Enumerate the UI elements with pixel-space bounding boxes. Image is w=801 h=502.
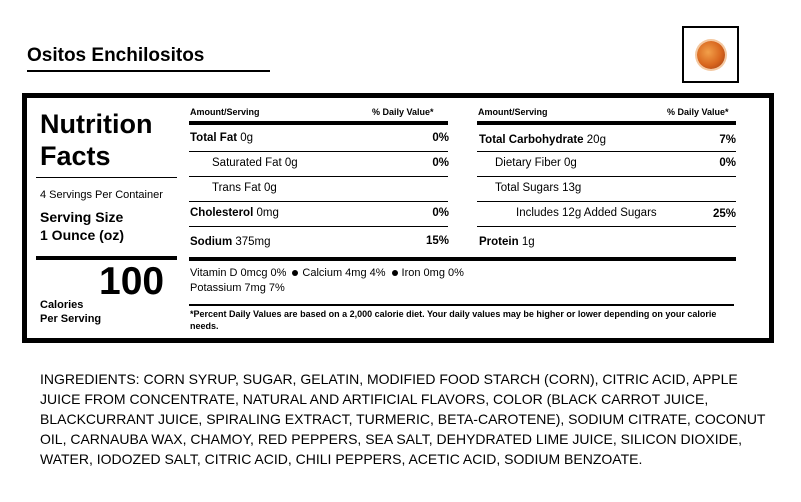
nutrition-facts-title-line2: Facts bbox=[40, 141, 111, 171]
nutrient-name: Total Carbohydrate bbox=[479, 134, 584, 146]
ingredients-list: INGREDIENTS: CORN SYRUP, SUGAR, GELATIN, MODIFIED FOOD STARCH (CORN), CITRIC ACID, APPLE JUICE FROM CONCENTRATE, NATURAL AND ARTIFICIAL FLAVORS, COLOR (BLACK CARROT JUICE, BLACKCURRANT JUICE, SPIRALING EXTRACT, TURMERIC, BETA-CAROTENE), SODIUM CITRATE, COCONUT OIL, CARNAUBA WAX, CHAMOY, RED PEPPERS, SEA SALT, DEHYDRATED LIME JUICE, SILICON DIOXIDE, WATER, IODOZED SALT, CITRIC ACID, CHILI PEPPERS, ACETIC ACID, SODIUM BENZOATE. bbox=[40, 371, 766, 467]
vitamin-d: Vitamin D 0mcg 0% bbox=[190, 267, 287, 279]
nutrient-amount: 0g bbox=[284, 157, 298, 169]
title-rule bbox=[36, 177, 177, 178]
nutrient-row bbox=[190, 132, 253, 144]
row-divider bbox=[477, 226, 736, 227]
right-header-amount: Amount/Serving bbox=[478, 107, 548, 117]
product-thumbnail bbox=[682, 26, 739, 83]
right-header-dv: % Daily Value* bbox=[667, 107, 729, 117]
nutrient-row bbox=[495, 182, 581, 194]
bullet-icon bbox=[392, 270, 398, 276]
calories-label-line1: Calories bbox=[40, 299, 84, 311]
nutrition-facts-title-line1: Nutrition bbox=[40, 109, 153, 139]
nutrient-amount: 1g bbox=[521, 236, 535, 248]
nutrient-row bbox=[516, 207, 657, 219]
nutrient-name: Sodium bbox=[190, 236, 233, 248]
title-underline bbox=[27, 70, 270, 72]
row-divider bbox=[189, 226, 448, 227]
nutrient-amount: 20g bbox=[586, 134, 606, 146]
calories-value: 100 bbox=[99, 260, 165, 303]
nutrient-amount: 375mg bbox=[235, 236, 271, 248]
product-title: Ositos Enchilositos bbox=[27, 45, 205, 66]
nutrient-dv: 0% bbox=[432, 157, 449, 169]
nutrient-name: Includes 12g Added Sugars bbox=[516, 207, 657, 219]
serving-size-label: Serving Size bbox=[40, 209, 124, 225]
nutrient-row bbox=[212, 157, 298, 169]
vitamins-row bbox=[190, 267, 464, 279]
footnote-rule bbox=[189, 304, 734, 306]
row-divider bbox=[189, 151, 448, 152]
left-header-dv: % Daily Value* bbox=[372, 107, 434, 117]
iron: Iron 0mg 0% bbox=[401, 267, 464, 279]
nutrient-amount: 0g bbox=[240, 132, 254, 144]
servings-per-container: 4 Servings Per Container bbox=[40, 189, 163, 201]
nutrient-amount: 0g bbox=[263, 182, 277, 194]
nutrient-name: Dietary Fiber bbox=[495, 157, 561, 169]
bullet-icon bbox=[292, 270, 298, 276]
left-header-amount: Amount/Serving bbox=[190, 107, 260, 117]
nutrient-row bbox=[495, 157, 577, 169]
nutrient-dv: 0% bbox=[719, 157, 736, 169]
nutrient-amount: 0g bbox=[564, 157, 577, 169]
nutrient-dv: 25% bbox=[712, 208, 736, 220]
daily-value-footnote: *Percent Daily Values are based on a 2,000 calorie diet. Your daily values may be higher or lower depending on your calorie needs. bbox=[190, 309, 717, 331]
nutrient-amount: 13g bbox=[562, 182, 582, 194]
nutrient-dv: 7% bbox=[719, 134, 736, 146]
vitamins-bar bbox=[189, 257, 736, 261]
nutrient-name: Total Fat bbox=[190, 132, 238, 144]
serving-size-value: 1 Ounce (oz) bbox=[40, 227, 125, 243]
row-divider bbox=[477, 176, 736, 177]
nutrient-row bbox=[190, 236, 271, 248]
left-header-bar bbox=[189, 121, 448, 125]
nutrient-row bbox=[190, 207, 279, 219]
nutrient-name: Trans Fat bbox=[212, 182, 261, 194]
nutrient-row bbox=[479, 134, 606, 146]
nutrient-row bbox=[479, 236, 535, 248]
calories-label-line2: Per Serving bbox=[40, 313, 102, 325]
nutrient-name: Protein bbox=[479, 236, 519, 248]
nutrient-row bbox=[212, 182, 277, 194]
nutrient-name: Total Sugars bbox=[495, 182, 559, 194]
row-divider bbox=[189, 201, 448, 202]
nutrient-dv: 0% bbox=[432, 132, 449, 144]
serving-size bbox=[40, 208, 124, 244]
nutrient-dv: 0% bbox=[432, 207, 449, 219]
nutrient-amount: 0mg bbox=[256, 207, 279, 219]
potassium: Potassium 7mg 7% bbox=[190, 282, 285, 294]
right-header-bar bbox=[477, 121, 736, 125]
nutrient-name: Cholesterol bbox=[190, 207, 254, 219]
nutrition-facts-title bbox=[40, 108, 152, 172]
nutrient-dv: 15% bbox=[425, 235, 449, 247]
calcium: Calcium 4mg 4% bbox=[302, 267, 386, 279]
row-divider bbox=[477, 201, 736, 202]
row-divider bbox=[477, 151, 736, 152]
nutrient-name: Saturated Fat bbox=[212, 157, 282, 169]
gummy-candy-icon bbox=[697, 41, 725, 69]
calories-label bbox=[40, 298, 101, 326]
row-divider bbox=[189, 176, 448, 177]
